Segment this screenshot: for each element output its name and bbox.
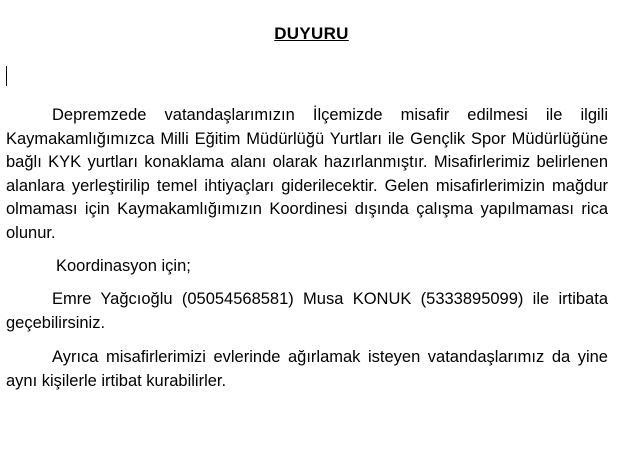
additional-paragraph: Ayrıca misafirlerimizi evlerinde ağırlamak isteyen vatandaşlarımız da yine aynı kişilerle irtibat kurabilirler. (6, 348, 608, 390)
text-cursor[interactable] (6, 66, 7, 86)
contacts-paragraph: Emre Yağcıoğlu (05054568581) Musa KONUK (5333895099) ile irtibata geçebilirsiniz. (6, 290, 608, 332)
coordination-header: Koordinasyon için; (56, 257, 191, 275)
main-paragraph: Depremzede vatandaşlarımızın İlçemizde misafir edilmesi ile ilgili Kaymakamlığımızca Milli Eğitim Müdürlüğü Yurtları ile Gençlik Spor Müdürlüğüne bağlı KYK yurtları konaklama alanı olarak hazırlanmıştır. Misafirlerimiz belirlenen alanlara yerleştirilip temel ihtiyaçları giderilecektir. Gelen misafirlerimizin mağdur olmaması için Kaymakamlığımızın Koordinesi dışında çalışma yapılmaması rica olunur. (6, 106, 608, 242)
document-title: DUYURU (274, 24, 349, 43)
